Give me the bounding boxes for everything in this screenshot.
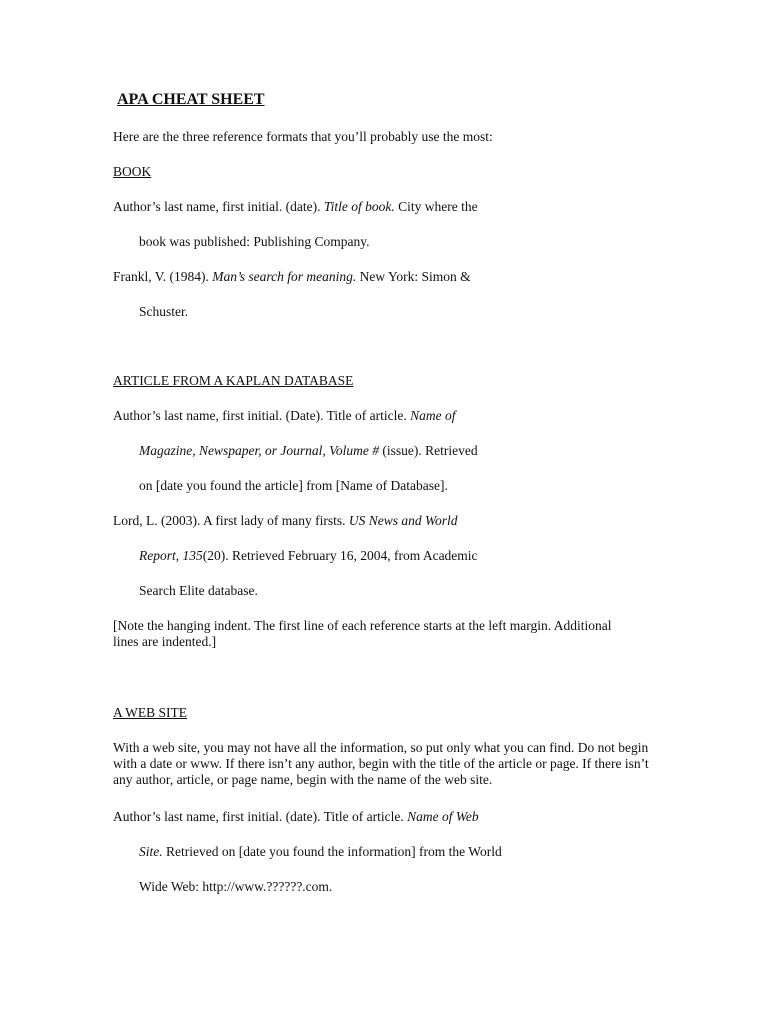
- article-format-line-3: on [date you found the article] from [Name of Database].: [139, 478, 448, 493]
- website-description: With a web site, you may not have all the information, so put only what you can find. Do not begin with a date or www. If there isn’t any author, begin with the title of the article or page. If there isn’t any author, article, or page name, begin with the name of the web site.: [113, 740, 649, 787]
- article-example-line-2: Report, 135(20). Retrieved February 16, 2004, from Academic: [139, 548, 478, 563]
- book-format-line-1: Author’s last name, first initial. (date). Title of book. City where the: [113, 199, 478, 214]
- article-format-line-2: Magazine, Newspaper, or Journal, Volume # (issue). Retrieved: [139, 443, 478, 458]
- website-format-line-1: Author’s last name, first initial. (date). Title of article. Name of Web: [113, 809, 479, 824]
- website-format-line-3: Wide Web: http://www.??????.com.: [139, 879, 333, 894]
- document-title: APA CHEAT SHEET: [117, 91, 265, 108]
- book-example-line-2: Schuster.: [139, 304, 189, 319]
- article-format-line-1: Author’s last name, first initial. (Date). Title of article. Name of: [113, 408, 456, 423]
- article-example-line-1: Lord, L. (2003). A first lady of many firsts. US News and World: [113, 513, 458, 528]
- book-heading: BOOK: [113, 164, 152, 179]
- intro-text: Here are the three reference formats that you’ll probably use the most:: [113, 129, 493, 144]
- article-heading: ARTICLE FROM A KAPLAN DATABASE: [113, 373, 354, 388]
- website-heading: A WEB SITE: [113, 705, 187, 720]
- book-example-line-1: Frankl, V. (1984). Man’s search for meaning. New York: Simon &: [113, 269, 471, 284]
- website-format-line-2: Site. Retrieved on [date you found the information] from the World: [139, 844, 502, 859]
- hanging-indent-note: [Note the hanging indent. The first line of each reference starts at the left margin. Additional lines are indented.]: [113, 618, 612, 649]
- book-format-line-2: book was published: Publishing Company.: [139, 234, 370, 249]
- article-example-line-3: Search Elite database.: [139, 583, 258, 598]
